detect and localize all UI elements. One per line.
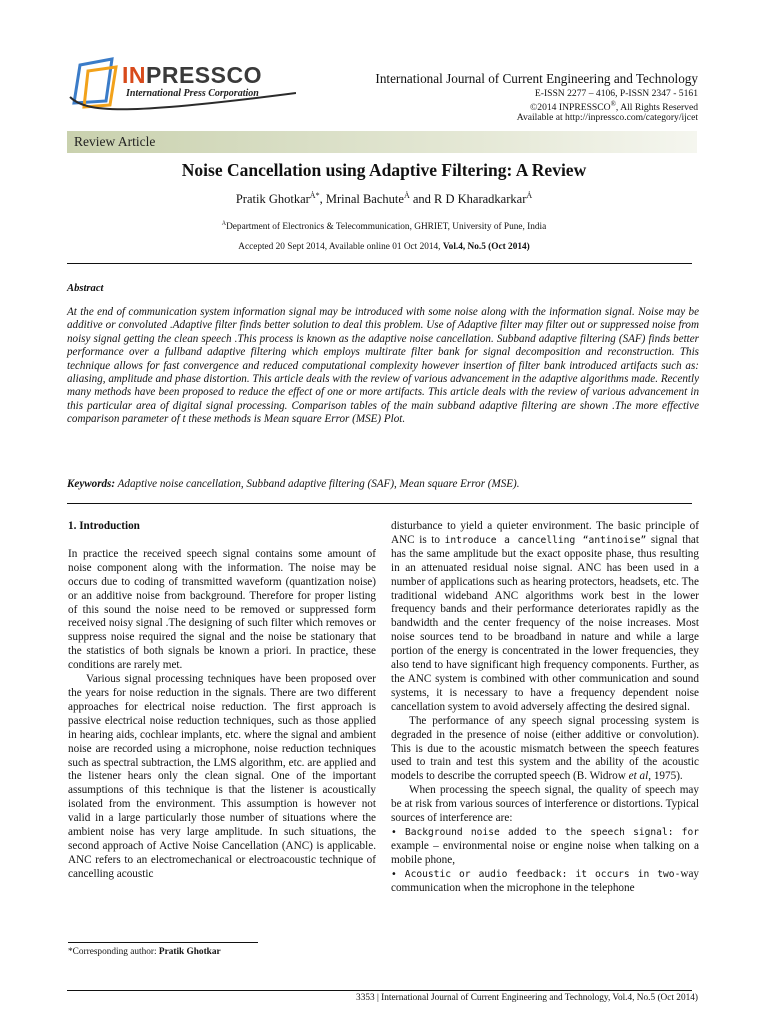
- left-column: [68, 520, 376, 882]
- footnote-rule: [68, 942, 258, 943]
- article-type-label: Review Article: [74, 134, 156, 149]
- divider: [67, 503, 692, 504]
- divider: [67, 990, 692, 991]
- bullet-item: • Background noise added to the speech signal: for example – environmental noise or engine noise when talking on a mobile phone,: [391, 826, 699, 866]
- journal-copyright: ©2014 INPRESSCO®, All Rights Reserved: [530, 100, 698, 114]
- paragraph: disturbance to yield a quieter environment. The basic principle of ANC is to introduce a cancelling “antinoise” signal that has the same amplitude but the exact opposite phase, thus resulting in an attenuated residual noise signal. ANC has been used in a number of applications such as hearing protectors, headsets, etc. The traditional wideband ANC algorithms work best in the lower frequency bands and their performance deteriorates rapidly as the bandwidth and the center frequency of the noise increases. Most noise sources tend to be broadband in nature and while a large portion of the energy is concentrated in the lower frequencies, they also tend to have significant high frequency components. Further, as the ANC system is combined with other communication and sound systems, it is necessary to have a frequency dependent noise cancellation system to avoid adversely affecting the desired signal.: [391, 520, 700, 713]
- affiliation: $^Ȧ$Department of Electronics & Telecommunication, GHRIET, University of Pune, India: [221, 221, 547, 233]
- paragraph: The performance of any speech signal processing system is degraded in the presence of noise (either additive or convolution). This is due to the acoustic mismatch between the speech features used to train and test this system and the ability of the acoustic models to describe the corrupted speech (B. Widrow et al, 1975).: [391, 714, 699, 783]
- corresponding-author: *Corresponding author: Pratik Ghotkar: [68, 947, 221, 957]
- logo-tagline: International Press Corporation: [126, 88, 259, 99]
- keywords: Keywords: Adaptive noise cancellation, Subband adaptive filtering (SAF), Mean square Error (MSE).: [67, 478, 520, 490]
- paragraph: In practice the received speech signal contains some amount of noise component along with the information. The noise may be occurs due to coding of transmitted waveform (quantization noise) or an additive noise from background. Therefore for proper listing of this sound the noise need to be removed or suppressed form received noisy signal .The designing of such filter which removes or suppress noise required the signal and the noise be stationary that the statistics of both signals be known a priori. In practice, these conditions are rarely met.: [68, 547, 376, 672]
- journal-issn: E-ISSN 2277 – 4106, P-ISSN 2347 - 5161: [534, 88, 698, 99]
- right-column: [391, 520, 699, 895]
- publication-dates: Accepted 20 Sept 2014, Available online 01 Oct 2014, Vol.4, No.5 (Oct 2014): [238, 242, 530, 252]
- author-name: Mrinal Bachute: [325, 192, 404, 207]
- abstract-text: At the end of communication system information signal may be introduced with some noise along with the information signal. Noise may be additive or convoluted .Adaptive filter finds better solution to deal this problem. Use of Adaptive filter may filter out or suppressed noise from noisy signal getting the clean speech .This process is known as the adaptive noise cancellation. Subband adaptive filtering (SAF) finds better performance over a fullband adaptive filtering which employs multirate filter bank for signal decomposition and reconstruction. This technique allows for fast convergence and reduced computational complexity however insertion of filter bank introduced artifacts such as: aliasing, amplitude and phase distortion. This article deals with the review of various advancement in the adaptive algorithms made. Recently many methods have been proposed to reduce the effect of one or more artifacts. This article deals with the review of various advancement in this particular area of digital signal processing. Comparison tables of the main subband adaptive filtering are shown .The more effective comparison parameter of t these methods is Mean square Error (MSE) Plot.: [67, 306, 699, 426]
- abstract-heading: Abstract: [67, 283, 104, 294]
- section-heading: 1. Introduction: [68, 520, 140, 532]
- author-name: R D Kharadkarkar: [434, 192, 527, 207]
- author-name: Pratik Ghotkar: [235, 192, 310, 207]
- journal-title: International Journal of Current Engineering and Technology: [375, 71, 698, 86]
- page-footer: 3353 | International Journal of Current Engineering and Technology, Vol.4, No.5 (Oct 2014): [356, 993, 698, 1003]
- author-list: Pratik Ghotkar$^{Ȧ*}$, Mrinal Bachute$^Ȧ$ and R D Kharadkarkar$^Ȧ$: [235, 191, 533, 207]
- article-type-banner: [67, 131, 697, 153]
- paper-title: Noise Cancellation using Adaptive Filtering: A Review: [181, 160, 587, 180]
- journal-url: Available at http://inpressco.com/category/ijcet: [516, 112, 698, 123]
- paragraph: When processing the speech signal, the quality of speech may be at risk from various sources of interference or distortions. Typical sources of interference are:: [391, 784, 699, 825]
- bullet-item: • Acoustic or audio feedback: it occurs in two-way communication when the microphone in the telephone: [391, 867, 699, 894]
- paragraph: Various signal processing techniques have been proposed over the years for noise reduction in the signals. There are two different approaches for electrical noise reduction. The first approach is passive electrical noise reduction techniques, such as those applied in hearing aids, cochlear implants, etc. where the signal and ambient noise are recorded using a microphone, noise reduction techniques such as spectral subtraction, the LMS algorithm, etc. are applied and the listener hears only the clean signal. One of the important assumptions of this technique is that the listener is acoustically isolated from the environment. This assumption is however not valid in a large particularly those number of situations where the ambient noise has very large amplitude. In such situations, the second approach of Active Noise Cancellation (ANC) is applicable. ANC refers to an electromechanical or electroacoustic technique of cancelling acoustic: [68, 673, 376, 880]
- logo-wordmark: INPRESSCO: [122, 62, 262, 88]
- divider: [67, 263, 692, 264]
